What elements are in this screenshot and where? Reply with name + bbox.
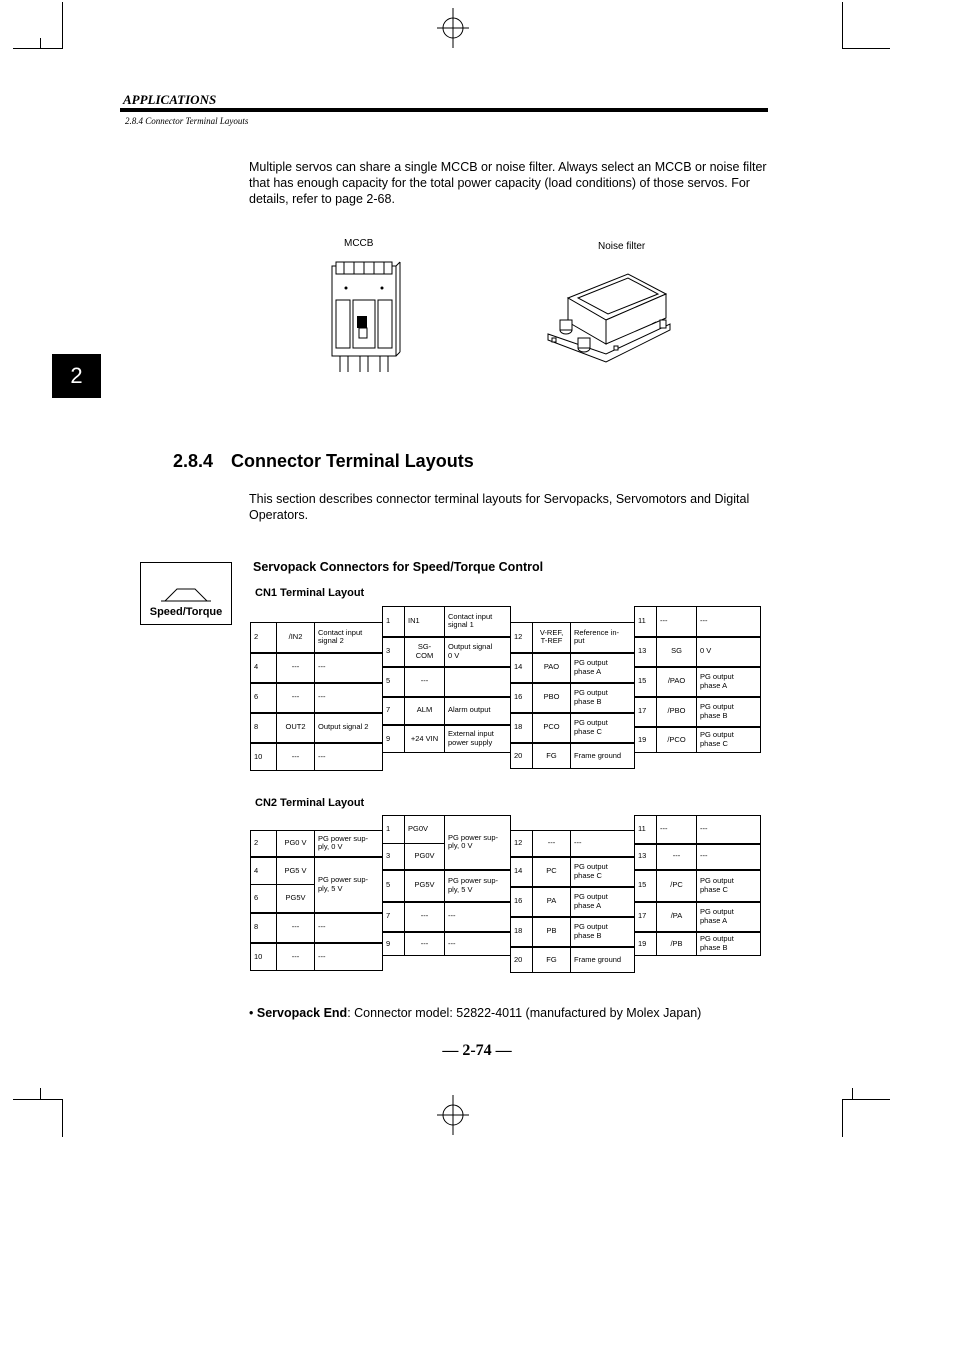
signal-name: /PA bbox=[657, 902, 697, 932]
table-row bbox=[511, 831, 635, 857]
pin-number: 10 bbox=[251, 743, 277, 771]
description-line: put bbox=[574, 636, 585, 646]
signal-name: /PB bbox=[657, 932, 697, 956]
pin-number: 12 bbox=[511, 831, 533, 857]
noise-filter-illustration bbox=[544, 268, 674, 364]
signal-name: /IN2 bbox=[277, 623, 315, 653]
signal-description bbox=[571, 857, 635, 887]
signal-description bbox=[697, 902, 761, 932]
table-row bbox=[635, 902, 761, 932]
signal-name: --- bbox=[405, 902, 445, 932]
pin-number: 16 bbox=[511, 683, 533, 713]
pin-number: 3 bbox=[383, 637, 405, 667]
crop-mark bbox=[842, 2, 843, 49]
pin-number: 14 bbox=[511, 653, 533, 683]
signal-description bbox=[571, 887, 635, 917]
crop-mark bbox=[62, 1099, 63, 1137]
table-row bbox=[635, 727, 761, 753]
crop-mark bbox=[40, 1088, 41, 1100]
crop-mark bbox=[13, 1099, 63, 1100]
pin-number: 4 bbox=[251, 653, 277, 683]
pin-number: 18 bbox=[511, 917, 533, 947]
table-row bbox=[251, 623, 383, 653]
description-line: phase A bbox=[574, 900, 602, 910]
chapter-tab: 2 bbox=[52, 354, 101, 398]
signal-name: PC bbox=[533, 857, 571, 887]
page-number: — 2-74 — bbox=[442, 1042, 512, 1059]
pin-number: 16 bbox=[511, 887, 533, 917]
signal-description bbox=[571, 623, 635, 653]
signal-line: V-REF, bbox=[539, 627, 564, 637]
section-description: This section describes connector terminal layouts for Servopacks, Servomotors and Digital Operators. bbox=[249, 492, 750, 522]
pin-number: 9 bbox=[383, 932, 405, 956]
signal-name: PG5V bbox=[277, 885, 315, 913]
pin-number: 13 bbox=[635, 637, 657, 667]
bullet: • bbox=[249, 1006, 254, 1020]
pin-number: 2 bbox=[251, 831, 277, 857]
crop-mark bbox=[842, 48, 890, 49]
table-row bbox=[511, 917, 635, 947]
table-row bbox=[251, 831, 383, 857]
cn1-title: CN1 Terminal Layout bbox=[255, 587, 365, 599]
signal-description bbox=[445, 870, 511, 902]
table-row bbox=[383, 637, 511, 667]
signal-description bbox=[315, 857, 383, 913]
signal-name: --- bbox=[405, 932, 445, 956]
description-line: PG output bbox=[700, 907, 734, 916]
table-row bbox=[635, 667, 761, 697]
table-row bbox=[251, 913, 383, 943]
pin-number: 15 bbox=[635, 870, 657, 902]
cn2-column-a bbox=[250, 830, 383, 971]
signal-name: /PAO bbox=[657, 667, 697, 697]
signal-description: Alarm output bbox=[445, 697, 511, 725]
description-line: PG output bbox=[700, 730, 734, 740]
speed-torque-icon bbox=[141, 563, 231, 603]
signal-name: +24 VIN bbox=[405, 725, 445, 753]
section-heading bbox=[173, 451, 474, 472]
description-line: phase C bbox=[700, 884, 728, 894]
signal-description: --- bbox=[697, 816, 761, 844]
signal-description bbox=[445, 667, 511, 697]
table-row bbox=[635, 816, 761, 844]
table-row bbox=[383, 607, 511, 637]
signal-description bbox=[315, 831, 383, 857]
signal-description bbox=[445, 816, 511, 870]
signal-name: OUT2 bbox=[277, 713, 315, 743]
signal-description: --- bbox=[315, 683, 383, 713]
running-header-title: APPLICATIONS bbox=[123, 92, 217, 107]
crop-mark bbox=[40, 38, 41, 49]
signal-description bbox=[697, 667, 761, 697]
signal-line: T-REF bbox=[540, 636, 563, 646]
registration-mark-icon bbox=[433, 8, 473, 48]
description-line: PG output bbox=[700, 702, 734, 711]
cn1-column-b bbox=[382, 606, 511, 753]
table-row bbox=[251, 743, 383, 771]
signal-description bbox=[571, 917, 635, 947]
pin-number: 11 bbox=[635, 607, 657, 637]
mccb-label: MCCB bbox=[344, 238, 374, 249]
intro-paragraph: Multiple servos can share a single MCCB or noise filter. Always select an MCCB or noise filter that has enough capacity for the total power capacity (load conditions) of those servos. For details, refer to page 2-68. bbox=[249, 160, 767, 206]
description-line: PG output bbox=[574, 862, 608, 871]
cn2-column-b bbox=[382, 815, 511, 956]
signal-name: PG5 V bbox=[277, 857, 315, 885]
pin-number: 8 bbox=[251, 713, 277, 743]
signal-name: --- bbox=[657, 816, 697, 844]
signal-name: PG5V bbox=[405, 870, 445, 902]
signal-name: --- bbox=[533, 831, 571, 857]
pin-number: 4 bbox=[251, 857, 277, 885]
table-row bbox=[635, 697, 761, 727]
description-line: PG output bbox=[700, 934, 734, 944]
signal-name: /PCO bbox=[657, 727, 697, 753]
signal-name: SG bbox=[657, 637, 697, 667]
description-line: phase B bbox=[574, 696, 602, 706]
crop-mark bbox=[13, 48, 63, 49]
signal-description bbox=[697, 697, 761, 727]
description-line: phase A bbox=[700, 915, 728, 925]
signal-description: 0 V bbox=[697, 637, 761, 667]
signal-description: --- bbox=[315, 913, 383, 943]
crop-mark bbox=[852, 1088, 853, 1100]
signal-description: --- bbox=[315, 653, 383, 683]
section-number: 2.8.4 bbox=[173, 451, 214, 471]
signal-name: PBO bbox=[533, 683, 571, 713]
signal-name: PB bbox=[533, 917, 571, 947]
pin-number: 1 bbox=[383, 816, 405, 844]
table-row bbox=[511, 857, 635, 887]
description-line: PG output bbox=[700, 672, 734, 681]
signal-name: --- bbox=[657, 844, 697, 870]
signal-name: --- bbox=[277, 913, 315, 943]
table-row bbox=[511, 947, 635, 973]
crop-mark bbox=[62, 2, 63, 49]
description-line: phase C bbox=[574, 726, 602, 736]
pin-number: 5 bbox=[383, 667, 405, 697]
signal-description bbox=[571, 713, 635, 743]
table-row bbox=[383, 667, 511, 697]
pin-number: 3 bbox=[383, 844, 405, 870]
signal-description: --- bbox=[697, 607, 761, 637]
registration-mark-icon bbox=[433, 1095, 473, 1135]
table-row bbox=[635, 844, 761, 870]
signal-name: PCO bbox=[533, 713, 571, 743]
pin-number: 19 bbox=[635, 727, 657, 753]
pin-number: 1 bbox=[383, 607, 405, 637]
description-line: Contact input bbox=[318, 627, 363, 637]
description-line: Contact input bbox=[448, 611, 493, 621]
signal-description bbox=[445, 725, 511, 753]
description-line: 0 V bbox=[448, 650, 460, 660]
cn1-column-d bbox=[634, 606, 761, 753]
table-row bbox=[251, 857, 383, 885]
description-line: PG power sup- bbox=[448, 832, 499, 842]
description-line: PG output bbox=[574, 718, 608, 727]
description-line: ply, 0 V bbox=[318, 842, 343, 852]
pin-number: 7 bbox=[383, 902, 405, 932]
note-text: : Connector model: 52822-4011 (manufactured by Molex Japan) bbox=[347, 1006, 702, 1020]
table-row bbox=[383, 870, 511, 902]
signal-description: --- bbox=[445, 902, 511, 932]
pin-number: 18 bbox=[511, 713, 533, 743]
pin-number: 17 bbox=[635, 697, 657, 727]
signal-name: PA bbox=[533, 887, 571, 917]
pin-number: 10 bbox=[251, 943, 277, 971]
description-line: PG output bbox=[574, 892, 608, 901]
description-line: power supply bbox=[448, 737, 493, 747]
description-line: PG output bbox=[574, 688, 608, 697]
signal-description: --- bbox=[315, 743, 383, 771]
cn2-title: CN2 Terminal Layout bbox=[255, 797, 365, 809]
pin-number: 15 bbox=[635, 667, 657, 697]
description-line: External input bbox=[448, 729, 494, 739]
noise-filter-label: Noise filter bbox=[598, 241, 646, 252]
description-line: PG output bbox=[700, 876, 734, 885]
servopack-end-note bbox=[249, 1006, 701, 1020]
description-line: ply, 5 V bbox=[448, 884, 473, 894]
pin-number: 19 bbox=[635, 932, 657, 956]
signal-name: FG bbox=[533, 947, 571, 973]
table-row bbox=[511, 713, 635, 743]
signal-name: --- bbox=[405, 667, 445, 697]
description-line: ply, 5 V bbox=[318, 883, 343, 893]
signal-description bbox=[697, 870, 761, 902]
signal-description: --- bbox=[445, 932, 511, 956]
crop-mark bbox=[842, 1099, 843, 1137]
description-line: phase B bbox=[700, 710, 728, 720]
description-line: phase B bbox=[574, 930, 602, 940]
pin-number: 6 bbox=[251, 885, 277, 913]
signal-name: --- bbox=[277, 943, 315, 971]
signal-name bbox=[405, 637, 445, 667]
table-row bbox=[511, 623, 635, 653]
signal-name: --- bbox=[277, 653, 315, 683]
description-line: ply, 0 V bbox=[448, 841, 473, 851]
signal-name: /PBO bbox=[657, 697, 697, 727]
cn1-column-c bbox=[510, 622, 635, 769]
table-row bbox=[635, 870, 761, 902]
signal-description: --- bbox=[571, 831, 635, 857]
table-row bbox=[511, 743, 635, 769]
section-title: Connector Terminal Layouts bbox=[231, 451, 474, 471]
signal-description: --- bbox=[697, 844, 761, 870]
table-row bbox=[251, 943, 383, 971]
signal-description bbox=[445, 607, 511, 637]
signal-name: --- bbox=[277, 683, 315, 713]
signal-name: FG bbox=[533, 743, 571, 769]
signal-description bbox=[571, 653, 635, 683]
pin-number: 8 bbox=[251, 913, 277, 943]
description-line: PG power sup- bbox=[318, 875, 369, 884]
table-row bbox=[511, 653, 635, 683]
description-line: phase B bbox=[700, 942, 728, 952]
pin-number: 20 bbox=[511, 947, 533, 973]
table-row bbox=[383, 816, 511, 844]
signal-name: IN1 bbox=[405, 607, 445, 637]
signal-name: --- bbox=[657, 607, 697, 637]
signal-description bbox=[315, 623, 383, 653]
table-row bbox=[251, 653, 383, 683]
signal-description bbox=[697, 727, 761, 753]
signal-name: --- bbox=[277, 743, 315, 771]
pin-number: 12 bbox=[511, 623, 533, 653]
subheading: Servopack Connectors for Speed/Torque Control bbox=[253, 560, 544, 574]
pin-number: 20 bbox=[511, 743, 533, 769]
signal-name: PG0 V bbox=[277, 831, 315, 857]
pin-number: 17 bbox=[635, 902, 657, 932]
table-row bbox=[251, 713, 383, 743]
signal-name: PG0V bbox=[405, 816, 445, 844]
description-line: signal 2 bbox=[318, 636, 344, 646]
signal-name: ALM bbox=[405, 697, 445, 725]
description-line: phase A bbox=[700, 680, 728, 690]
table-row bbox=[383, 902, 511, 932]
pin-number: 6 bbox=[251, 683, 277, 713]
description-line: PG power sup- bbox=[318, 833, 369, 843]
signal-description bbox=[697, 932, 761, 956]
table-row bbox=[383, 697, 511, 725]
description-line: phase A bbox=[574, 666, 602, 676]
table-row bbox=[635, 607, 761, 637]
table-row bbox=[383, 725, 511, 753]
cn2-column-c bbox=[510, 830, 635, 973]
signal-name: /PC bbox=[657, 870, 697, 902]
pin-number: 9 bbox=[383, 725, 405, 753]
signal-description bbox=[445, 637, 511, 667]
pin-number: 13 bbox=[635, 844, 657, 870]
mccb-illustration bbox=[326, 260, 402, 374]
signal-line: COM bbox=[415, 650, 434, 660]
cn2-column-d bbox=[634, 815, 761, 956]
table-row bbox=[511, 683, 635, 713]
description-line: Output signal bbox=[448, 642, 493, 651]
table-row bbox=[635, 932, 761, 956]
signal-name: PAO bbox=[533, 653, 571, 683]
table-row bbox=[635, 637, 761, 667]
description-line: PG output bbox=[574, 922, 608, 931]
pin-number: 2 bbox=[251, 623, 277, 653]
note-label: Servopack End bbox=[256, 1006, 348, 1020]
signal-description: Frame ground bbox=[571, 947, 635, 973]
signal-description bbox=[571, 683, 635, 713]
signal-name bbox=[533, 623, 571, 653]
description-line: Reference in- bbox=[574, 627, 620, 637]
pin-number: 14 bbox=[511, 857, 533, 887]
description-line: signal 1 bbox=[448, 620, 474, 630]
cn1-column-a bbox=[250, 622, 383, 771]
pin-number: 5 bbox=[383, 870, 405, 902]
signal-description: --- bbox=[315, 943, 383, 971]
running-header-subsection: 2.8.4 Connector Terminal Layouts bbox=[125, 116, 249, 126]
description-line: phase C bbox=[574, 870, 602, 880]
speed-torque-label: Speed/Torque bbox=[149, 606, 223, 618]
description-line: PG output bbox=[574, 658, 608, 667]
table-row bbox=[511, 887, 635, 917]
description-line: PG power sup- bbox=[448, 876, 499, 885]
pin-number: 11 bbox=[635, 816, 657, 844]
table-row bbox=[251, 683, 383, 713]
signal-name: PG0V bbox=[405, 844, 445, 870]
header-rule bbox=[120, 108, 768, 112]
signal-line: SG- bbox=[417, 642, 432, 651]
description-line: phase C bbox=[700, 738, 728, 748]
crop-mark bbox=[842, 1099, 890, 1100]
signal-description: Frame ground bbox=[571, 743, 635, 769]
signal-description: Output signal 2 bbox=[315, 713, 383, 743]
table-row bbox=[383, 932, 511, 956]
pin-number: 7 bbox=[383, 697, 405, 725]
